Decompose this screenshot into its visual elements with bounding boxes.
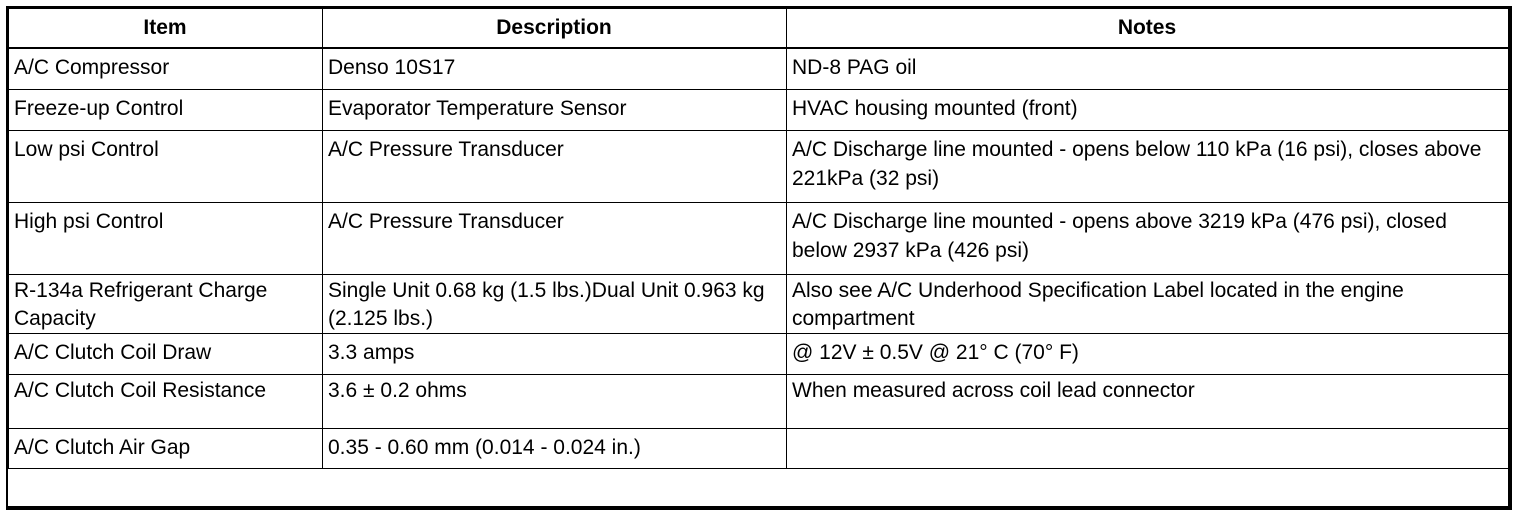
- table-row: [9, 375, 1509, 429]
- cell-description: Evaporator Temperature Sensor: [323, 90, 787, 131]
- cell-item: A/C Compressor: [9, 48, 323, 90]
- table-row: [9, 90, 1509, 131]
- cell-item: R-134a Refrigerant Charge Capacity: [9, 275, 323, 334]
- cell-description: Single Unit 0.68 kg (1.5 lbs.)Dual Unit 0.963 kg (2.125 lbs.): [323, 275, 787, 334]
- cell-item: A/C Clutch Coil Draw: [9, 334, 323, 375]
- cell-description: A/C Pressure Transducer: [323, 203, 787, 275]
- header-notes: Notes: [787, 9, 1509, 49]
- header-row: [9, 9, 1509, 49]
- cell-notes: HVAC housing mounted (front): [787, 90, 1509, 131]
- cell-notes: ND-8 PAG oil: [787, 48, 1509, 90]
- header-item: Item: [9, 9, 323, 49]
- cell-description: 0.35 - 0.60 mm (0.014 - 0.024 in.): [323, 429, 787, 469]
- table-row: [9, 203, 1509, 275]
- table-row: [9, 131, 1509, 203]
- table-row: [9, 48, 1509, 90]
- cell-item: A/C Clutch Air Gap: [9, 429, 323, 469]
- cell-item: Low psi Control: [9, 131, 323, 203]
- cell-description: A/C Pressure Transducer: [323, 131, 787, 203]
- table-row: [9, 429, 1509, 469]
- cell-description: Denso 10S17: [323, 48, 787, 90]
- cell-description: 3.6 ± 0.2 ohms: [323, 375, 787, 429]
- cell-description: 3.3 amps: [323, 334, 787, 375]
- cell-item: A/C Clutch Coil Resistance: [9, 375, 323, 429]
- cell-item: High psi Control: [9, 203, 323, 275]
- cell-notes: [787, 429, 1509, 469]
- ac-specifications-table: [8, 8, 1509, 469]
- table-row: [9, 334, 1509, 375]
- cell-item: Freeze-up Control: [9, 90, 323, 131]
- cell-notes: Also see A/C Underhood Specification Label located in the engine compartment: [787, 275, 1509, 334]
- header-description: Description: [323, 9, 787, 49]
- cell-notes: When measured across coil lead connector: [787, 375, 1509, 429]
- spec-table-frame: [6, 6, 1512, 510]
- cell-notes: A/C Discharge line mounted - opens above 3219 kPa (476 psi), closed below 2937 kPa (426 psi): [787, 203, 1509, 275]
- cell-notes: @ 12V ± 0.5V @ 21° C (70° F): [787, 334, 1509, 375]
- cell-notes: A/C Discharge line mounted - opens below 110 kPa (16 psi), closes above 221kPa (32 psi): [787, 131, 1509, 203]
- table-row: [9, 275, 1509, 334]
